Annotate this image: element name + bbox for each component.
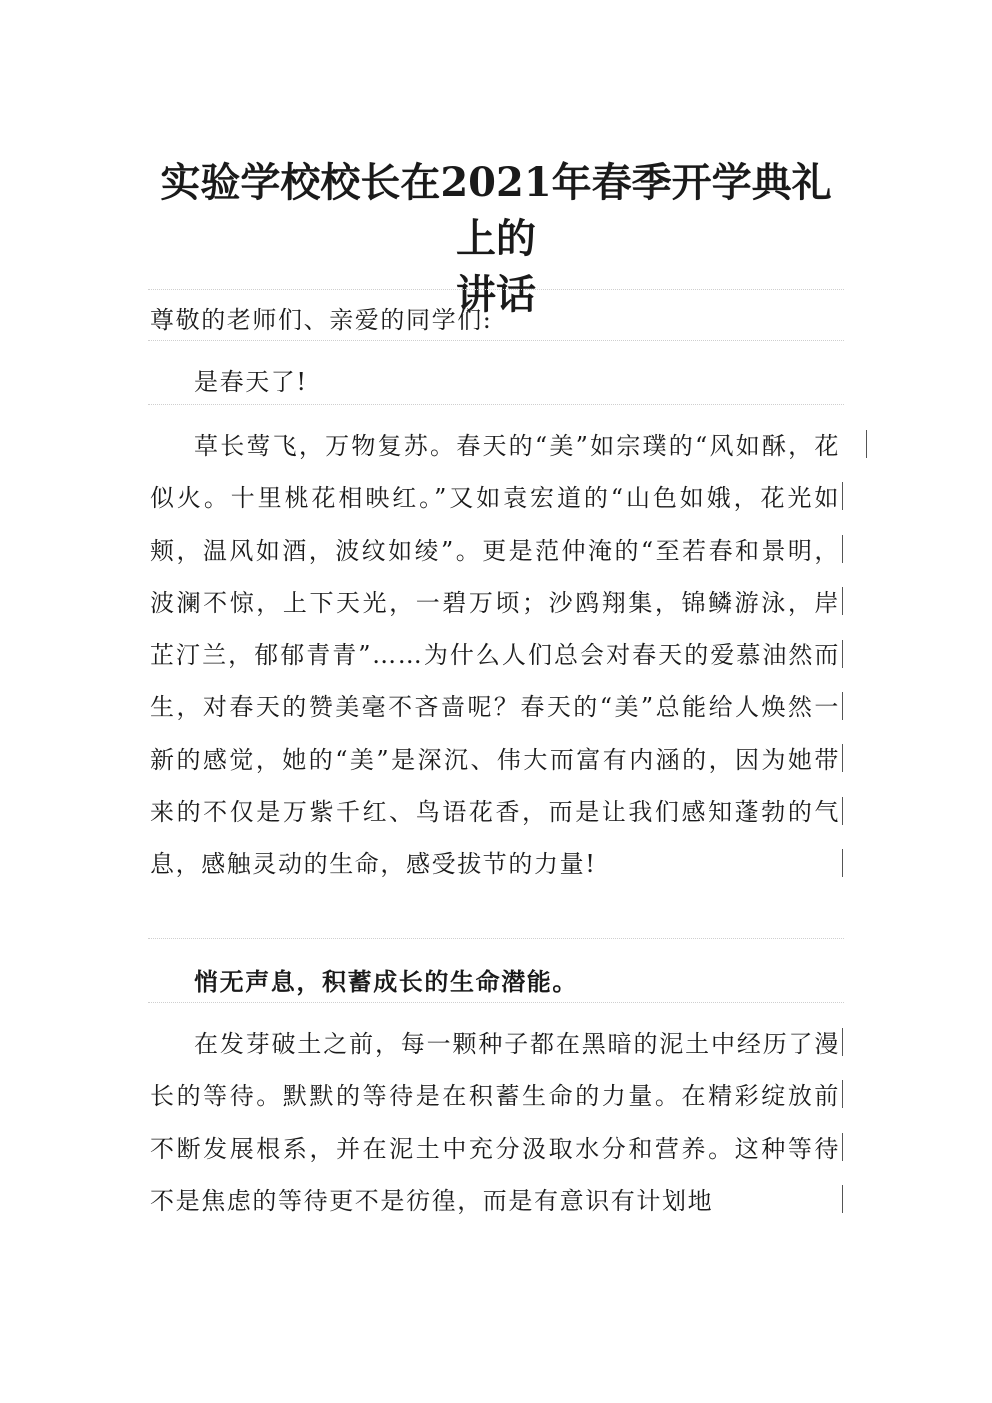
margin-mark: [842, 1185, 843, 1213]
divider: [148, 340, 844, 341]
salutation: 尊敬的老师们、亲爱的同学们:: [150, 306, 493, 334]
title-line-1: 实验学校校长在2021年春季开学典礼上的: [160, 159, 832, 262]
divider: [148, 1002, 844, 1003]
document-title: [148, 155, 844, 323]
margin-mark: [842, 1080, 843, 1108]
margin-mark: [842, 535, 843, 563]
margin-mark: [842, 1133, 843, 1161]
title-line-2: 讲话: [456, 271, 536, 318]
section-heading: 悄无声息，积蓄成长的生命潜能。: [194, 967, 578, 996]
divider: [148, 404, 844, 405]
opening-line: 是春天了!: [194, 368, 308, 396]
margin-mark: [842, 849, 843, 877]
margin-mark: [842, 482, 843, 510]
body-paragraph-2: 在发芽破土之前，每一颗种子都在黑暗的泥土中经历了漫长的等待。默默的等待是在积蓄生命的力量。在精彩绽放前不断发展根系，并在泥土中充分汲取水分和营养。这种等待不是焦虑的等待更不是彷徨，而是有意识有计划地: [150, 1030, 840, 1215]
divider: [148, 938, 844, 939]
margin-mark: [866, 430, 867, 458]
margin-mark: [842, 692, 843, 720]
body-paragraph-1: 草长莺飞，万物复苏。春天的“美”如宗璞的“风如酥，花似火。十里桃花相映红。”又如袁宏道的“山色如娥，花光如颊，温风如酒，波纹如绫”。更是范仲淹的“至若春和景明，波澜不惊，上下天光，一碧万顷；沙鸥翔集，锦鳞游泳，岸芷汀兰，郁郁青青”……为什么人们总会对春天的爱慕油然而生，对春天的赞美毫不吝啬呢？春天的“美”总能给人焕然一新的感觉，她的“美”是深沉、伟大而富有内涵的，因为她带来的不仅是万紫千红、鸟语花香，而是让我们感知蓬勃的气息，感触灵动的生命，感受拔节的力量!: [150, 432, 840, 879]
margin-mark: [842, 797, 843, 825]
divider: [148, 289, 844, 290]
margin-mark: [842, 587, 843, 615]
margin-mark: [842, 1028, 843, 1056]
margin-mark: [842, 744, 843, 772]
margin-mark: [842, 640, 843, 668]
